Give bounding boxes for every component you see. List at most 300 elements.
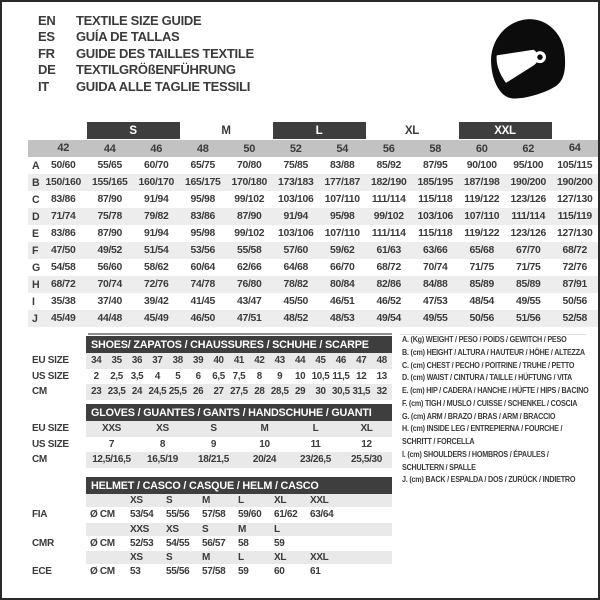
size-value: 20/24: [239, 452, 290, 468]
helmet-value: 60: [274, 566, 285, 578]
measurement-value: 72/76: [133, 276, 180, 293]
helmet-value: 55/56: [166, 509, 190, 521]
measurement-value: 64/68: [283, 262, 308, 273]
helmet-table: [30, 477, 392, 580]
measurement-row-label: A: [32, 159, 40, 172]
measurement-value: 87/90: [97, 194, 122, 205]
standard-label: CMR: [32, 537, 54, 549]
band-filler: [344, 551, 392, 564]
measurement-value: 48/53: [319, 310, 366, 327]
measurement-row-label: B: [28, 174, 40, 191]
size-value: XL: [341, 421, 392, 437]
size-value: 37: [147, 353, 167, 369]
size-value: 25,5/30: [341, 452, 392, 468]
size-value: 8: [159, 438, 166, 450]
helmet-size-band: [30, 523, 392, 536]
size-group-spacer: [552, 122, 599, 140]
size-value: 13: [376, 370, 387, 382]
helmet-value: 56/57: [202, 537, 226, 549]
size-value: 2: [93, 370, 99, 382]
measurement-value: 50/56: [459, 310, 506, 327]
measurement-value: 95/98: [319, 208, 366, 225]
size-group-label: L: [273, 122, 366, 140]
size-group-label: M: [180, 122, 273, 140]
helmet-size: XS: [164, 523, 200, 536]
value-filler: [344, 536, 392, 552]
gloves-row: [30, 437, 392, 453]
measurement-value: 170/180: [226, 174, 273, 191]
helmet-size: S: [200, 523, 236, 536]
size-value: 24,5: [147, 384, 167, 400]
measurement-value: 119/122: [464, 228, 500, 239]
standard-label: FIA: [32, 509, 48, 521]
legend-line: H. (cm) INSIDE LEG / ENTREPIERNA / FOURCHE /: [402, 424, 563, 434]
measurement-value: 55/65: [97, 160, 122, 171]
helmet-value: 63/64: [310, 509, 334, 521]
measurement-value: 49/54: [366, 310, 413, 327]
numeric-size: 46: [133, 140, 180, 158]
band-filler: [344, 494, 392, 507]
measurement-row: [28, 293, 598, 310]
helmet-size: XL: [272, 494, 308, 507]
gloves-row: [30, 421, 392, 437]
gloves-title: GLOVES / GUANTES / GANTS / HANDSCHUHE / GUANTI: [86, 404, 392, 421]
size-group-label: XL: [366, 122, 459, 140]
measurement-value: 70/74: [87, 276, 134, 293]
gloves-table: [30, 404, 392, 468]
measurement-value: 87/90: [226, 208, 273, 225]
helmet-value-row: [30, 507, 392, 523]
guide-title: TEXTILGRÖßENFÜHRUNG: [76, 62, 236, 78]
size-value: 4: [154, 370, 160, 382]
gloves-row: [30, 452, 392, 468]
measurement-value: 84/88: [412, 276, 459, 293]
measurement-value: 123/126: [510, 194, 546, 205]
size-value: 40: [208, 353, 228, 369]
measurement-value: 51/54: [133, 242, 180, 259]
size-value: M: [239, 421, 290, 437]
measurement-value: 91/94: [143, 194, 169, 205]
helmet-value: 52/53: [130, 537, 154, 549]
gloves-title-spacer: [30, 404, 86, 421]
helmet-title-row: [30, 477, 392, 494]
measurement-row-label: I: [32, 295, 35, 308]
value-filler: [344, 564, 392, 580]
measurement-value: 59/62: [319, 242, 366, 259]
measurement-value: 78/82: [273, 276, 320, 293]
helmet-size: XL: [272, 551, 308, 564]
shoes-table: [30, 336, 392, 400]
helmet-value: 55/56: [166, 566, 190, 578]
size-value: 43: [270, 353, 290, 369]
size-value: 39: [188, 353, 208, 369]
legend-line: SCHULTERN / SPALLE: [402, 462, 476, 472]
measurement-value: 111/114: [371, 228, 406, 239]
size-value: 12,5/16,5: [86, 452, 137, 468]
numeric-size: 52: [273, 140, 320, 158]
size-value: 42: [249, 353, 269, 369]
measurement-value: 48/54: [469, 296, 494, 307]
row-label: CM: [32, 454, 47, 466]
helmet-value: 57/58: [202, 566, 226, 578]
size-value: 45: [310, 353, 330, 369]
measurement-row-label: D: [28, 208, 40, 225]
size-value: 8: [256, 370, 262, 382]
measurement-value: 53/56: [180, 242, 227, 259]
size-value: L: [290, 421, 341, 437]
measurement-value: 150/160: [40, 174, 87, 191]
size-value: XXS: [86, 421, 137, 437]
size-value: 23: [86, 384, 106, 400]
shoes-title: SHOES/ ZAPATOS / CHAUSSURES / SCHUHE / SCARPE: [86, 336, 392, 353]
measurement-value: 58/62: [143, 262, 169, 273]
guide-title: GUIDE DES TAILLES TEXTILE: [76, 45, 254, 61]
numeric-size: 42: [40, 140, 87, 158]
band-filler: [344, 523, 392, 536]
legend-line: F. (cm) TIGH / MUSLO / CUISSE / SCHENKEL / COSCIA: [402, 398, 578, 408]
helmet-size: M: [236, 523, 272, 536]
helmet-value: 53: [130, 566, 141, 578]
helmet-size: XS: [128, 494, 164, 507]
measurement-value: 39/42: [143, 296, 169, 307]
standard-label: ECE: [32, 566, 52, 578]
measurement-row: [28, 259, 598, 276]
size-value: XS: [137, 421, 188, 437]
measurement-value: 48/52: [273, 310, 320, 327]
numeric-band-corner: [28, 140, 40, 158]
size-value: 27: [208, 384, 228, 400]
measurement-value: 56/60: [97, 262, 122, 273]
helmet-value: [308, 536, 344, 552]
size-value: 28,5: [270, 384, 290, 400]
measurement-value: 80/84: [319, 276, 366, 293]
size-value: 44: [290, 353, 310, 369]
helmet-value-row: [30, 564, 392, 580]
size-value: 18/21,5: [188, 452, 239, 468]
numeric-size: 56: [366, 140, 413, 158]
measurement-value: 63/66: [412, 242, 459, 259]
helmet-value: 57/58: [202, 509, 226, 521]
measurement-value: 46/50: [180, 310, 227, 327]
measurement-value: 72/76: [562, 262, 587, 273]
measurement-value: 99/102: [234, 228, 265, 239]
measurement-value: 62/66: [236, 262, 262, 273]
language-row: [38, 13, 254, 29]
row-label: EU SIZE: [32, 423, 69, 435]
language-code: IT: [38, 78, 49, 94]
shoes-row: [30, 353, 392, 369]
band-spacer: [30, 494, 86, 507]
measurement-value: 71/74: [40, 208, 87, 225]
measurement-value: 190/200: [505, 174, 552, 191]
helmet-value: 59/60: [238, 509, 262, 521]
measurement-value: 187/198: [459, 174, 506, 191]
language-code: ES: [38, 29, 55, 45]
helmet-size: XXL: [308, 551, 344, 564]
measurement-value: 47/53: [422, 296, 448, 307]
legend-line: E. (cm) HIP / CADERA / HANCHE / HÜFTE / HIPS / BACINO: [402, 386, 589, 395]
legend-line: G. (cm) ARM / BRAZO / BRAS / ARM / BRACCIO: [402, 411, 556, 421]
measurement-value: 182/190: [366, 174, 413, 191]
measurement-value: 75/78: [87, 208, 134, 225]
helmet-title-spacer: [30, 477, 86, 494]
size-value: 23,5: [106, 384, 126, 400]
measurement-value: 115/118: [418, 194, 453, 205]
legend-line: C. (cm) CHEST / PECHO / POITRINE / TRUHE / PETTO: [402, 360, 575, 370]
helmet-value: 61: [310, 566, 321, 578]
helmet-value-row: [30, 536, 392, 552]
language-code: EN: [38, 13, 56, 28]
measurement-value: 83/88: [329, 160, 355, 171]
size-group-label: XXL: [459, 122, 552, 140]
language-row: [38, 46, 254, 62]
language-row: [38, 29, 254, 45]
measurement-value: 49/55: [412, 310, 459, 327]
size-value: 16,5/19: [137, 452, 188, 468]
measurement-value: 65/68: [459, 242, 506, 259]
size-value: 5: [175, 370, 181, 382]
legend-line: D. (cm) WAIST / CINTURA / TAILLE / HÜFTUNG / VITA: [402, 373, 573, 383]
measurement-legend: [402, 334, 591, 487]
measurement-value: 67/70: [505, 242, 552, 259]
shoes-row: [30, 384, 392, 400]
numeric-size: 58: [412, 140, 459, 158]
helmet-value: 59: [274, 537, 285, 549]
size-value: 7: [108, 438, 115, 450]
legend-line: SCHRITT / FORCELLA: [402, 437, 475, 446]
measurement-value: 45/49: [40, 310, 87, 327]
measurement-row-label: H: [28, 276, 40, 293]
measurement-value: 83/86: [50, 194, 76, 205]
measurement-value: 95/98: [190, 228, 215, 239]
language-code: DE: [38, 62, 56, 78]
numeric-size: 44: [87, 140, 134, 158]
guide-title: GUÍA DE TALLAS: [76, 29, 180, 45]
measurement-value: 111/114: [505, 208, 552, 225]
measurement-value: 95/98: [190, 194, 215, 205]
measurement-value: 37/40: [97, 296, 122, 307]
helmet-size: L: [236, 551, 272, 564]
size-value: 31,5: [351, 384, 371, 400]
measurement-value: 83/86: [50, 228, 76, 239]
measurement-value: 71/75: [469, 262, 494, 273]
measurement-value: 79/82: [133, 208, 180, 225]
measurement-row: [28, 191, 598, 208]
measurement-value: 83/86: [180, 208, 227, 225]
measurement-row-label: F: [28, 242, 40, 259]
measurement-value: 119/122: [464, 194, 500, 205]
size-value: 30: [310, 384, 330, 400]
size-value: 10,5: [311, 370, 330, 382]
measurement-value: 123/126: [510, 228, 546, 239]
measurement-value: 49/52: [87, 242, 134, 259]
measurement-value: 60/64: [190, 262, 215, 273]
measurement-row: [28, 276, 598, 293]
size-value: 23/26,5: [290, 452, 341, 468]
measurement-row: [28, 208, 598, 225]
size-value: 28: [249, 384, 269, 400]
measurement-value: 107/110: [324, 228, 360, 239]
shoes-title-spacer: [30, 336, 86, 353]
numeric-size: 54: [319, 140, 366, 158]
measurement-value: 99/102: [366, 208, 413, 225]
measurement-value: 49/55: [515, 296, 541, 307]
guide-title: GUIDA ALLE TAGLIE TESSILI: [76, 78, 251, 94]
size-value: 10: [295, 370, 306, 382]
measurement-value: 115/119: [552, 208, 599, 225]
measurement-value: 107/110: [459, 208, 506, 225]
measurement-value: 173/183: [273, 174, 320, 191]
numeric-size: 50: [226, 140, 273, 158]
band-unit-cell: [86, 551, 128, 564]
measurement-value: 85/89: [459, 276, 506, 293]
helmet-value: 53/54: [130, 509, 154, 521]
helmet-size: L: [272, 523, 308, 536]
measurement-row-label: J: [28, 310, 40, 327]
measurement-value: 70/80: [236, 160, 262, 171]
size-value: 6,5: [212, 370, 225, 382]
measurement-value: 95/100: [513, 160, 544, 171]
size-value: 26: [188, 384, 208, 400]
row-label: US SIZE: [32, 438, 69, 450]
size-value: 34: [86, 353, 106, 369]
measurement-value: 185/195: [412, 174, 459, 191]
size-value: 9: [210, 438, 217, 450]
size-value: 47: [351, 353, 371, 369]
measurement-value: 41/45: [190, 296, 215, 307]
numeric-size-row: [28, 140, 598, 158]
helmet-value: 59: [238, 566, 249, 578]
measurement-value: 43/47: [236, 296, 262, 307]
band-unit-cell: [86, 494, 128, 507]
size-value: 11,5: [332, 370, 350, 382]
measurement-value: 44/48: [87, 310, 134, 327]
size-group-label: S: [87, 122, 180, 140]
measurement-value: 99/102: [234, 194, 265, 205]
row-label: CM: [32, 386, 47, 398]
size-value: 27,5: [229, 384, 249, 400]
size-value: 9: [277, 370, 283, 382]
helmet-value: 58: [238, 537, 249, 549]
measurement-value: 91/94: [273, 208, 320, 225]
measurement-value: 68/72: [552, 242, 599, 259]
measurement-row: [28, 225, 598, 242]
size-value: 35: [106, 353, 126, 369]
measurement-value: 85/89: [505, 276, 552, 293]
numeric-size: 48: [180, 140, 227, 158]
size-value: 30,5: [331, 384, 351, 400]
size-value: 12: [356, 370, 367, 382]
measurement-value: 103/106: [412, 208, 459, 225]
size-value: 46: [331, 353, 351, 369]
numeric-size: 62: [505, 140, 552, 158]
size-value: 24: [127, 384, 147, 400]
measurement-value: 68/72: [376, 262, 401, 273]
helmet-size: XXS: [128, 523, 164, 536]
measurement-value: 47/50: [40, 242, 87, 259]
size-group-row: [28, 122, 598, 140]
divider-line: [88, 333, 392, 335]
band-spacer: [30, 551, 86, 564]
gloves-title-row: [30, 404, 392, 421]
measurement-value: 105/115: [557, 160, 593, 171]
measurement-value: 51/56: [505, 310, 552, 327]
measurement-value: 61/63: [366, 242, 413, 259]
measurement-value: 35/38: [50, 296, 76, 307]
measurement-value: 155/165: [87, 174, 134, 191]
measurement-row: [28, 310, 598, 327]
helmet-title: HELMET / CASCO / CASQUE / HELM / CASCO: [86, 477, 392, 494]
measurement-row-label: E: [32, 227, 39, 240]
measurement-value: 87/95: [422, 160, 448, 171]
measurement-row: [28, 157, 598, 174]
legend-line: B. (cm) HEIGHT / ALTURA / HAUTEUR / HÖHE / ALTEZZA: [402, 347, 585, 357]
language-list: [38, 13, 254, 95]
measurement-value: 165/175: [180, 174, 227, 191]
measurement-value: 90/100: [466, 160, 497, 171]
legend-line: J. (cm) BACK / ESPALDA / DOS / ZURÜCK / INDIETRO: [402, 475, 576, 485]
measurement-value: 47/51: [226, 310, 273, 327]
size-value: S: [188, 421, 239, 437]
size-value: 25,5: [168, 384, 188, 400]
measurement-value: 177/187: [319, 174, 366, 191]
size-group-spacer: [28, 122, 87, 140]
helmet-size: S: [164, 551, 200, 564]
measurement-value: 111/114: [371, 194, 406, 205]
size-value: 11: [310, 438, 321, 450]
size-value: 7,5: [232, 370, 246, 382]
shoes-row: [30, 369, 392, 385]
measurement-value: 50/56: [562, 296, 587, 307]
measurement-value: 65/75: [190, 160, 215, 171]
language-row: [38, 62, 254, 78]
helmet-size: S: [164, 494, 200, 507]
legend-line: I. (cm) SHOULDERS / HOMBROS / ÉPAULES /: [402, 449, 549, 459]
language-row: [38, 79, 254, 95]
measurement-value: 103/106: [278, 194, 314, 205]
unit-label: Ø CM: [90, 537, 115, 549]
unit-label: Ø CM: [90, 566, 115, 578]
guide-title: TEXTILE SIZE GUIDE: [76, 13, 202, 28]
unit-label: Ø CM: [90, 509, 115, 521]
shoes-title-row: [30, 336, 392, 353]
measurement-value: 160/170: [133, 174, 180, 191]
main-size-table: [28, 122, 598, 327]
measurement-value: 87/91: [552, 276, 599, 293]
measurement-row: [28, 242, 598, 259]
language-code: FR: [38, 45, 55, 61]
size-value: 2,5: [110, 370, 123, 382]
row-label: EU SIZE: [32, 355, 69, 367]
measurement-value: 82/86: [366, 276, 413, 293]
size-value: 48: [371, 353, 392, 369]
legend-line: A. (Kg) WEIGHT / PESO / POIDS / GEWITCH / PESO: [402, 335, 567, 344]
size-value: 3,5: [130, 370, 144, 382]
helmet-size: M: [200, 551, 236, 564]
measurement-value: 115/118: [418, 228, 453, 239]
measurement-value: 54/58: [50, 262, 76, 273]
size-value: 36: [127, 353, 147, 369]
measurement-row: [28, 174, 598, 191]
measurement-value: 107/110: [324, 194, 360, 205]
helmet-value: 61/62: [274, 509, 298, 521]
band-unit-cell: [86, 523, 128, 536]
measurement-row-label: G: [32, 261, 40, 274]
numeric-size: 60: [459, 140, 506, 158]
helmet-size-band: [30, 551, 392, 564]
measurement-value: 50/60: [50, 160, 76, 171]
helmet-size-band: [30, 494, 392, 507]
